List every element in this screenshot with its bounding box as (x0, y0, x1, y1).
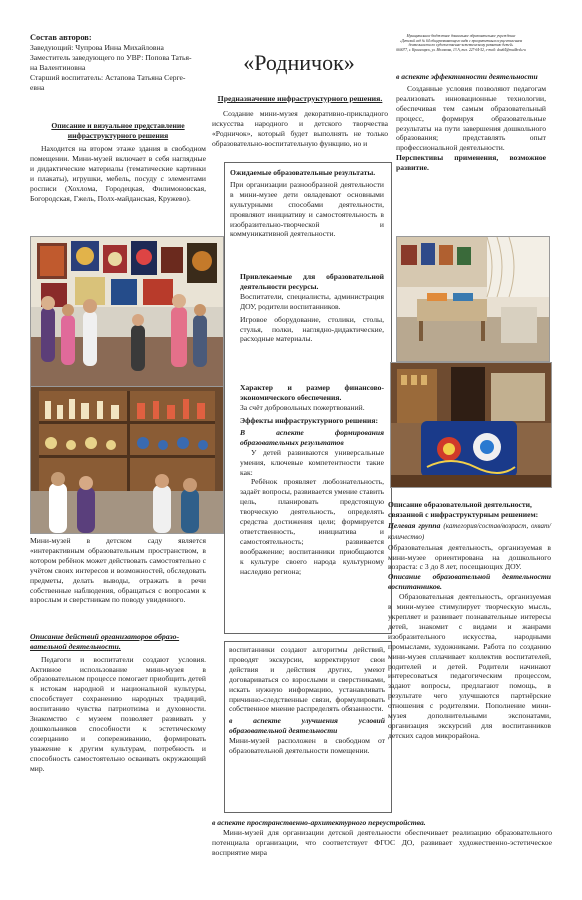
effects-heading: Эффекты инфраструктурного решения: (240, 416, 379, 425)
children-text: Мини-музей в детском саду является «интерактивным образовательным пространством, в котором ребёнок может действовать самостоятельно с учётом своих интересов и возможностей, обследовать предметы, делать выводы, отражать в речи собственные наблюдения, обращаться с вопросами к взрослым и сверстникам по поводу увиденного. (30, 536, 206, 605)
institution-header (366, 34, 556, 52)
effects-section (240, 416, 384, 577)
authors-line: Заведующий: Чупрова Инна Михайловна (30, 43, 164, 52)
museum-photo-painted-furniture (390, 362, 552, 488)
children-section (30, 536, 206, 605)
activity-subheading: Описание образовательной деятельности воспитанников. (388, 572, 551, 592)
target-group-line (388, 521, 551, 543)
bottom-section (212, 818, 552, 858)
description-heading: инфраструктурного решения (67, 130, 169, 140)
resources-heading: Привлекаемые для образовательной деятельности ресурсы. (240, 272, 384, 291)
conditions-text: Мини-музей расположен в свободном от образовательной деятельности помещении. (229, 736, 385, 756)
bottom-text: Мини-музей для организации детской деятельности обеспечивает реализацию образовательного потенциала организации, что соответствует ФГОС ДО, развивает художественно-эстетическое восприятие мира (212, 827, 552, 857)
museum-photo-shelves (30, 386, 224, 534)
efficiency-subheading: в аспекте эффективности деятельности (396, 72, 538, 81)
institution-line: деятельности по художественно-эстетическому развитию детей» (408, 43, 514, 48)
perspective-heading: Перспективы применения, возможное развитие. (396, 153, 546, 173)
authors-line: на Валентиновна (30, 62, 86, 72)
financing-text: За счёт добровольных пожертвований. (240, 402, 365, 412)
activity-text: Образовательная деятельность, организуемая в мини-музее ориентирована на дошкольного возраста: с 3 до 8 лет, посещающих ДОУ. (388, 542, 551, 572)
resources-text: Воспитатели, специалисты, администрация ДОУ, родители воспитанников. (240, 291, 384, 311)
museum-photo-shelves-art (31, 387, 223, 533)
target-group-label: Целевая группа (388, 520, 441, 530)
activity-section (388, 500, 551, 741)
organizers-heading: Описание действий организаторов образо- (30, 632, 180, 641)
activity-heading: Описание образовательной деятельности, связанной с инфраструктурным решением: (388, 500, 539, 519)
financing-section (240, 383, 384, 413)
authors-line: евна (30, 82, 45, 92)
effects-text: Ребёнок проявляет любознательность, задаёт вопросы, развивается умение ставить цель, планировать предстоящую творческую деятельность, определять средства достижения цели; формируется ответственность, инициатива и самостоятельность; развивается воображение; воспитанники приобщаются к культуре своего народа культурному наследию региона; (240, 477, 384, 576)
expected-section (230, 168, 384, 239)
conditions-subheading: в аспекте улучшения условий образовательной деятельности (229, 716, 385, 736)
skills-text: воспитанники создают алгоритмы действий, проводят экскурсии, корректируют свои действия и действия других, умеют договариваться со взрослыми и сверстниками, искать нужную информацию, устанавливать причинно-следственные связи, формулировать собственное мнение распределять обязанности. (229, 645, 385, 714)
activity-text: Образовательная деятельность, организуемая в мини-музее стимулирует творческую мысль, укрепляет и развивает познавательные интересы детей, знакомит с видами и жанрами изобразительного искусства, народными промыслами, художниками. Работа по созданию мини-музея сплачивает коллектив воспитателей, родителей и детей. Родители начинают интересоваться педагогическим процессом, задают вопросы, предлагают помощь, в результате чего улучшаются партнёрские отношения с родителями. Пополнение мини-музея дополнительными экспонатами, организация экскурсий для воспитанников детских садов микрорайона. (388, 592, 551, 740)
page-title: «Родничок» (243, 50, 355, 75)
resources-text: Игровое оборудование, столики, столы, стулья, полки, наглядно-дидактические, расходные материалы. (240, 314, 384, 344)
expected-text: При организации разнообразной деятельности в мини-музее дети овладевают основными культурными способами деятельности, проявляют инициативу и самостоятельность в изобразительно-творческой и коммуникативной деятельности. (230, 179, 384, 239)
effects-subheading: В аспекте формирования образовательных результатов (240, 427, 384, 447)
museum-photo-room (396, 236, 550, 362)
description-section (30, 121, 206, 204)
museum-photo-painted-furniture-art (391, 363, 551, 487)
effects-text: У детей развиваются универсальные умения, ключевые компетентности такие как: (240, 447, 384, 477)
purpose-section (212, 94, 388, 149)
authors-block (30, 32, 208, 93)
description-heading: Описание и визуальное представление (51, 121, 185, 130)
authors-line: Заместитель заведующего по УВР: Попова Татья- (30, 52, 192, 62)
efficiency-section (396, 72, 546, 173)
efficiency-text: Созданные условия позволяют педагогам реализовать инновационные технологии, обеспечивая тем самым образовательный процесс, формируя образовательные результаты на пути завершения дошкольного образования; представлять опыт профессиональной деятельности. (396, 83, 546, 153)
museum-photo-room-art (397, 237, 549, 361)
purpose-heading: Предназначение инфраструктурного решения. (217, 94, 383, 103)
institution-line: 660077, г. Красноярск, ул. Молокова, 13 А, тел. 227-64-52, e-mail: dou64@mailkrsk.ru (396, 47, 526, 52)
organizers-heading: вательной деятельности. (30, 641, 121, 651)
description-text: Находится на втором этаже здания в свободном помещении. Мини-музей включает в себя наглядные и дидактические материалы (тематические картинки и плакаты), игрушки, мебель, посуду с элементами росписи (Хохлома, Городецкая, Филимоновская, Богородская, Гжель, Полх-майданская, Кружево). (30, 144, 206, 203)
institution-line: Муниципальное бюджетное дошкольное образовательное учреждение (406, 34, 516, 38)
organizers-section (30, 632, 206, 773)
authors-line: Старший воспитатель: Астапова Татьяна Серге- (30, 72, 186, 82)
bottom-subheading: в аспекте пространственно-архитектурного переустройства. (212, 818, 426, 827)
purpose-text: Создание мини-музея декоративно-прикладного искусства народного и детского творчества «Родничок», который будет выполнять не только образовательно-воспитательную функцию, но и (212, 109, 388, 148)
authors-heading: Состав авторов: (30, 33, 92, 42)
institution-line: «Детский сад № 64 общеразвивающего вида с приоритетным осуществлением (399, 38, 523, 43)
target-group-hint: (категория/состав/возраст, охват/количество) (388, 521, 551, 541)
expected-heading: Ожидаемые образовательные результаты. (230, 168, 376, 177)
skills-section (229, 645, 385, 756)
organizers-text: Педагоги и воспитатели создают условия. Активное использование мини-музея в образовательном процессе помогает приобщить детей к истокам народной и национальной культуры, способствует сохранению народных традиций, воспитанию чувства патриотизма и духовности. Знакомство с музеем позволяет развивать у дошкольников способности к эстетическому созерцанию и сопереживанию, формировать уважение к другим культурам, потребность и способность самостоятельно осваивать окружающий мир. (30, 654, 206, 773)
museum-photo-children-boards-art (31, 237, 223, 387)
museum-photo-children-boards (30, 236, 224, 388)
resources-section (240, 272, 384, 344)
financing-heading: Характер и размер финансово-экономического обеспечения. (240, 383, 384, 402)
